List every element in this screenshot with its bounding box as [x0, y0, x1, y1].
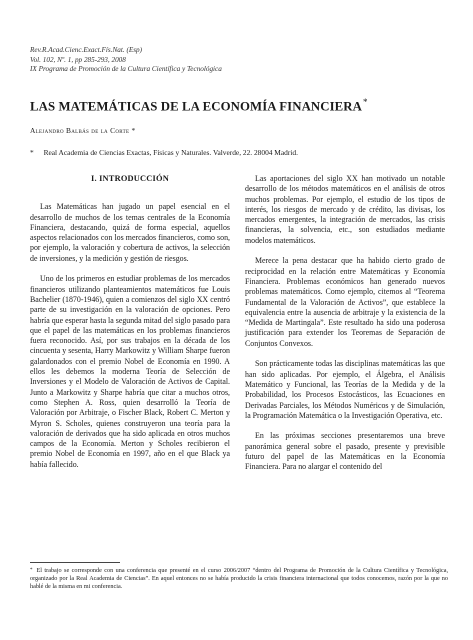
title-footnote-mark: * [363, 97, 368, 107]
journal-header-line: Vol. 102, Nº. 1, pp 285-293, 2008 [30, 55, 126, 64]
body-paragraph: En las próximas secciones presentaremos una breve panorámica general sobre el pasado, presente y previsible futuro del papel de las Matemáticas en la Economía Financiera. Para no alargar el contenido del [245, 431, 445, 472]
affiliation-text: Real Academia de Ciencias Exactas, Físicas y Naturales. Valverde, 22. 28004 Madrid. [43, 148, 298, 157]
footnote [30, 567, 448, 592]
journal-header [30, 46, 222, 75]
body-paragraph: Merece la pena destacar que ha habido cierto grado de reciprocidad en la relación entre Matemáticas y Economía Financiera. Problemas económicos han generado nuevos problemas matemáticos. Como ejemplo, citemos al “Teorema Fundamental de la Valoración de Activos”, que establece la equivalencia entre la ausencia de arbitraje y la existencia de la “Medida de Martingala”. Este resultado ha sido una poderosa justificación para extender los Teoremas de Separación de Conjuntos Convexos. [245, 256, 445, 348]
journal-header-line: Rev.R.Acad.Cienc.Exact.Fís.Nat. (Esp) [30, 46, 143, 54]
journal-header-line: IX Programa de Promoción de la Cultura Científica y Tecnológica [30, 65, 222, 74]
footnote-mark: * [30, 568, 33, 573]
left-column [30, 174, 230, 480]
body-paragraph: Las Matemáticas han jugado un papel esencial en el desarrollo de muchos de los temas centrales de la Economía Financiera, destacando, quizá de forma especial, aquellos aspectos relacionados con los mercados financieros, como son, por ejemplo, la valoración y cobertura de activos, la selección de inversiones, y la medición y gestión de riesgos. [30, 202, 230, 263]
section-heading: I. INTRODUCCIÓN [91, 174, 169, 183]
body-paragraph: Son prácticamente todas las disciplinas matemáticas las que han sido aplicadas. Por ejemplo, el Álgebra, el Análisis Matemático y Funcional, las Teorías de la Medida y de la Probabilidad, los Procesos Estocásticos, las Ecuaciones en Derivadas Parciales, los Métodos Numéricos y de Simulación, la Programación Matemática o la Investigación Operativa, etc. [245, 359, 445, 420]
article-title-text: LAS MATEMÁTICAS DE LA ECONOMÍA FINANCIERA [30, 99, 362, 114]
article-title [30, 97, 368, 114]
footnote-text: El trabajo se corresponde con una conferencia que presenté en el curso 2006/2007 “dentro del Programa de Promoción de la Cultura Científica y Tecnológica, organizado por la Real Academia de Ciencias”. En aquel entonces no se había producido la crisis financiera internacional que todos conocemos, razón por la que no hablé de la misma en mi conferencia. [30, 567, 448, 591]
body-paragraph: Uno de los primeros en estudiar problemas de los mercados financieros utilizando planteamientos matemáticos fue Louis Bachelier (1870-1946), quien a comienzos del siglo XX centró parte de su investigación en la valoración de opciones. Pero habría que esperar hasta la segunda mitad del siglo pasado para que el papel de las matemáticas en los problemas financieros fuera reconocido. Así, por sus trabajos en la década de los cincuenta y sesenta, Harry Markowitz y William Sharpe fueron galardonados con el premio Nobel de Economía en 1990. A ellos les debemos la moderna Teoría de Selección de Inversiones y el Modelo de Valoración de Activos de Capital. Junto a Markowitz y Sharpe habría que citar a muchos otros, como Stephen A. Ross, quien desarrolló la Teoría de Valoración por Arbitraje, o Fischer Black, Robert C. Merton y Myron S. Scholes, quienes construyeron una teoría para la valoración de derivados que ha sido aplicada en otros muchos campos de la Economía. Merton y Scholes recibieron el premio Nobel de Economía en 1997, año en el que Black ya había fallecido. [30, 274, 230, 469]
footnote-divider [30, 562, 120, 563]
affiliation [30, 148, 298, 157]
affiliation-mark: * [30, 148, 34, 157]
author-name: Alejandro Balbás de la Corte * [30, 126, 136, 135]
body-paragraph: Las aportaciones del siglo XX han motivado un notable desarrollo de los métodos matemáticos en el análisis de otros muchos problemas. Por ejemplo, el estudio de los tipos de interés, los riesgos de mercado y de crédito, las divisas, los mercados emergentes, la integración de mercados, las crisis financieras, la solvencia, etc., son estudiados mediante modelos matemáticos. [245, 174, 445, 245]
right-column [245, 174, 445, 483]
